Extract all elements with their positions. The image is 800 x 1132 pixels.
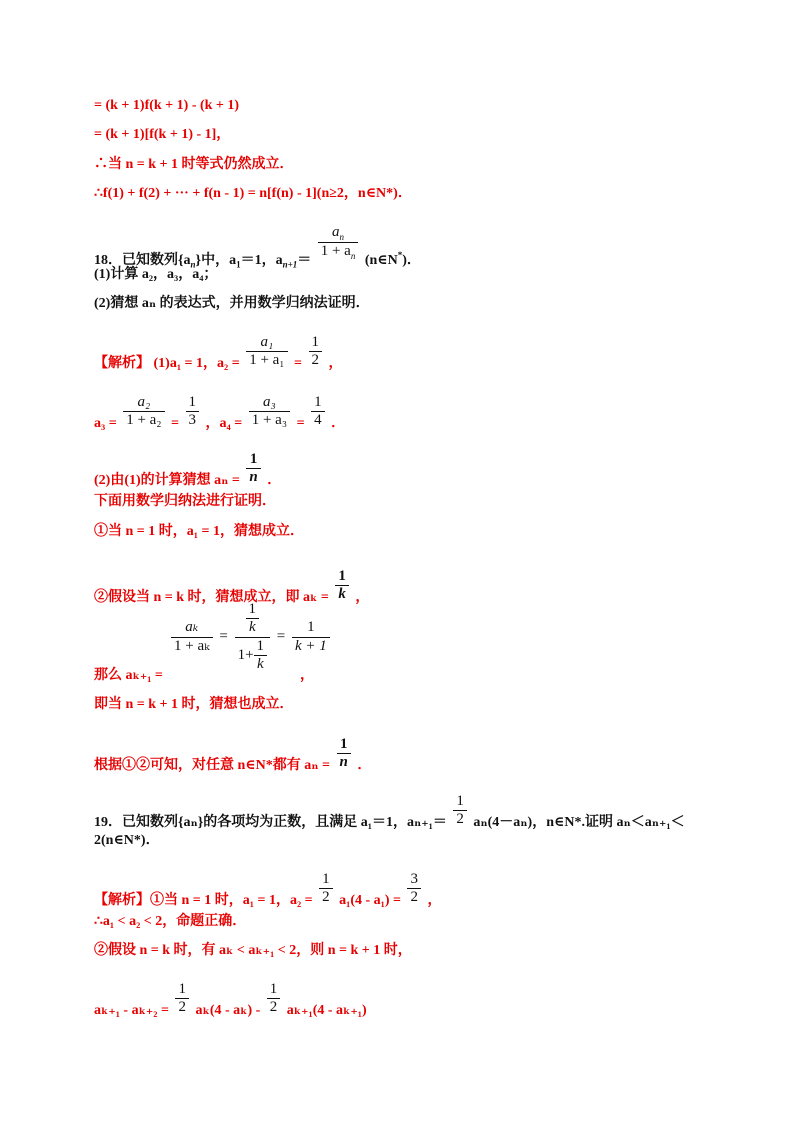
one-over-k-plus-1: $\frac{1}{k + 1}$ <box>292 619 330 655</box>
one-third-fraction: $\frac{1}{3}$ <box>186 394 200 430</box>
question-18-stem: 18．已知数列$\{a_n\}$中，$a_1=1$，$a_{n+1}=$ $\frac{a_n}{1 + a_n}$ (n∈N*)． <box>94 224 421 270</box>
analysis-tag: 【解析】 <box>94 355 150 371</box>
a4-fraction: $\frac{\text{a₃}}{\text{1 + a₃}}$ <box>249 394 290 430</box>
induction-step-equation: $\frac{\text{aₖ}}{\text{1 + aₖ}}$ = $\frac{1}{k}$ 1+ $\frac{1}{k}$ = $\frac{1}{k + 1}$ <box>168 601 333 673</box>
final-fraction: $\frac{1}{n}$ <box>337 736 351 772</box>
then-line: 那么 aₖ₊₁ = <box>94 668 163 683</box>
question-19-stem: 19．已知数列{aₙ}的各项均为正数，且满足 a₁＝1，aₙ₊₁＝ $\frac{1}{2}$ aₙ(4－aₙ)，n∈N*.证明 aₙ＜aₙ₊₁＜ <box>94 793 685 830</box>
s19-half-fraction: $\frac{1}{2}$ <box>319 871 333 907</box>
one-fourth-fraction: $\frac{1}{4}$ <box>311 394 325 430</box>
analysis-tag-19: 【解析】 <box>94 892 150 908</box>
then-line-end: ， <box>300 668 314 683</box>
solution-19-line-3: ②假设 n = k 时，有 aₖ < aₖ₊₁ < 2，则 n = k + 1 时， <box>94 943 412 958</box>
q19-half-fraction: $\frac{1}{2}$ <box>453 793 467 829</box>
proof-conclude-k: 即当 n = k + 1 时，猜想也成立． <box>94 697 294 712</box>
one-half-fraction: $\frac{1}{2}$ <box>309 334 323 370</box>
proof-step-2: ②假设当 n = k 时，猜想成立，即 aₖ = $\frac{1}{k}$ ， <box>94 568 370 605</box>
derivation-line-2: = (k + 1)[f(k + 1) - 1]， <box>94 127 231 142</box>
s19-line4-half-1: $\frac{1}{2}$ <box>175 981 189 1017</box>
compound-fraction: $\frac{1}{k}$ 1+ $\frac{1}{k}$ <box>235 601 270 673</box>
solution-19-line-1: 【解析】①当 n = 1 时，a₁ = 1，a₂ = $\frac{1}{2}$ a₁(4 - a₁) = $\frac{3}{2}$ ， <box>94 871 442 908</box>
ak-fraction: $\frac{1}{k}$ <box>335 568 349 604</box>
solution-18-guess: (2)由(1)的计算猜想 aₙ = $\frac{1}{n}$ ． <box>94 451 282 488</box>
solution-18-line-1: 【解析】 (1)a₁ = 1，a₂ = $\frac{\text{a₁}}{\text{1 + a₁}}$ = $\frac{1}{2}$ ， <box>94 334 343 371</box>
conclusion-line-2: ∴f(1) + f(2) + ··· + f(n - 1) = n[f(n) - 1](n≥2，n∈N*)． <box>94 186 412 201</box>
s19-three-halves-fraction: $\frac{3}{2}$ <box>407 871 421 907</box>
solution-18-line-2: a₃ = $\frac{\text{a₂}}{\text{1 + a₂}}$ = $\frac{1}{3}$ ，a₄ = $\frac{\text{a₃}}{\text{1 + a₃}}$ = $\frac{1}{4}$ ． <box>94 394 346 431</box>
proof-intro: 下面用数学归纳法进行证明． <box>94 494 276 509</box>
solution-19-line-2: ∴a₁ < a₂ < 2，命题正确． <box>94 914 247 929</box>
s19-line4-half-2: $\frac{1}{2}$ <box>267 981 281 1017</box>
ak-over-1-plus-ak: $\frac{\text{aₖ}}{\text{1 + aₖ}}$ <box>171 619 213 655</box>
a3-fraction: $\frac{\text{a₂}}{\text{1 + a₂}}$ <box>123 394 164 430</box>
proof-final: 根据①②可知，对任意 n∈N*都有 aₙ = $\frac{1}{n}$ ． <box>94 736 372 773</box>
question-18-part-2: (2)猜想 aₙ 的表达式，并用数学归纳法证明． <box>94 296 370 311</box>
proof-step-1: ①当 n = 1 时，a₁ = 1，猜想成立． <box>94 524 304 539</box>
solution-19-line-4: aₖ₊₁ - aₖ₊₂ = $\frac{1}{2}$ aₖ(4 - aₖ) - $\frac{1}{2}$ aₖ₊₁(4 - aₖ₊₁) <box>94 981 367 1018</box>
derivation-line-1: = (k + 1)f(k + 1) - (k + 1) <box>94 98 240 113</box>
a2-fraction: $\frac{\text{a₁}}{\text{1 + a₁}}$ <box>246 334 287 370</box>
conclusion-line-1: ∴当 n = k + 1 时等式仍然成立． <box>94 157 294 172</box>
guess-fraction: $\frac{1}{n}$ <box>246 451 260 487</box>
question-19-stem-cont: 2(n∈N*)． <box>94 833 160 848</box>
question-18-part-1: (1)计算 a₂，a₃，a₄； <box>94 267 218 282</box>
q18-recurrence-fraction: $\frac{a_n}{1 + a_n}$ <box>318 224 359 262</box>
